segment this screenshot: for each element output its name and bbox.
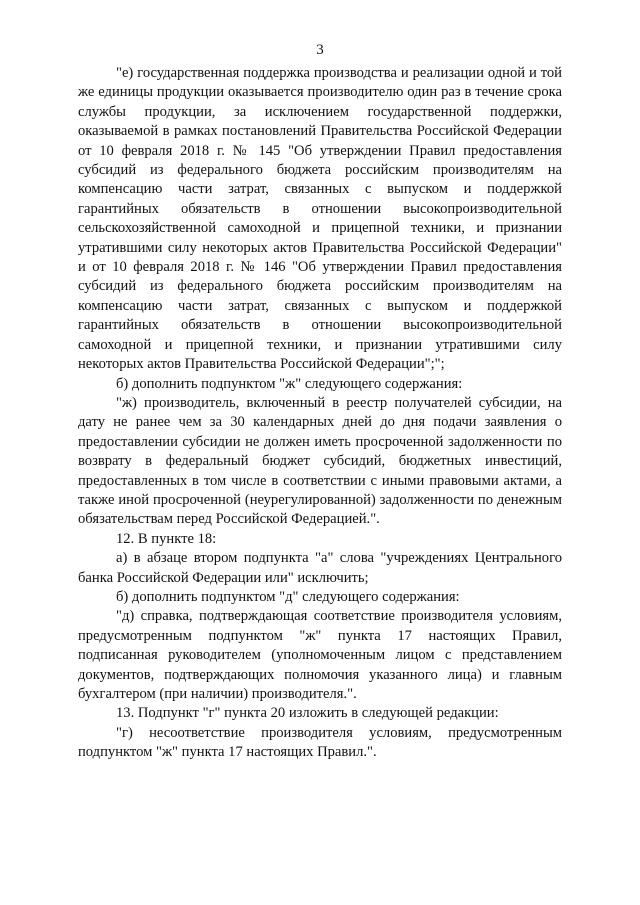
paragraph-subitem-e: "е) государственная поддержка производства и реализации одной и той же единицы продукции оказывается производителю один раз в течение срока службы продукции, за исключением государственной поддержки, оказываемой в рамках постановлений Правительства Российской Федерации от 10 февраля 2018 г. № 145 "Об утверждении Правил предоставления субсидий из федерального бюджета российским производителям на компенсацию части затрат, связанных с выпуском и поддержкой гарантийных обязательств в отношении высокопроизводительной сельскохозяйственной самоходной и прицепной техники, и признании утратившими силу некоторых актов Правительства Российской Федерации" и от 10 февраля 2018 г. № 146 "Об утверждении Правил предоставления субсидий из федерального бюджета российским производителям на компенсацию части затрат, связанных с выпуском и поддержкой гарантийных обязательств в отношении высокопроизводительной самоходной и прицепной техники, и признании утратившими силу некоторых актов Правительства Российской Федерации";"; [78, 65, 562, 373]
paragraph-item-12: 12. В пункте 18: [116, 530, 217, 547]
paragraph-subitem-d: "д) справка, подтверждающая соответствие производителя условиям, предусмотренным подпунктом "ж" пункта 17 настоящих Правил, подписанная руководителем (уполномоченным лицом с представлением документов, подтверждающих полномочия указанного лица) и главным бухгалтером (при наличии) производителя.". [78, 608, 562, 702]
paragraph-item-12-a: а) в абзаце втором подпункта "а" слова "учреждениях Центрального банка Российской Федерации или" исключить; [78, 550, 562, 586]
paragraph-add-subitem-d: б) дополнить подпунктом "д" следующего содержания: [116, 588, 460, 605]
paragraph-subitem-g: "г) несоответствие производителя условиям, предусмотренным подпунктом "ж" пункта 17 настоящих Правил.". [78, 724, 562, 761]
document-body [78, 64, 562, 763]
paragraph-item-13: 13. Подпункт "г" пункта 20 изложить в следующей редакции: [116, 705, 499, 722]
paragraph-subitem-zh: "ж) производитель, включенный в реестр получателей субсидии, на дату не ранее чем за 30 календарных дней до дня подачи заявления о предоставлении субсидии не должен иметь просроченной задолженности по возврату в федеральный бюджет субсидий, бюджетных инвестиций, предоставленных в том числе в соответствии с иными правовыми актами, а также иной просроченной (неурегулированной) задолженности по денежным обязательствам перед Российской Федерацией.". [78, 394, 562, 528]
paragraph-add-subitem-zh: б) дополнить подпунктом "ж" следующего содержания: [116, 375, 463, 392]
page-number: 3 [316, 42, 324, 58]
